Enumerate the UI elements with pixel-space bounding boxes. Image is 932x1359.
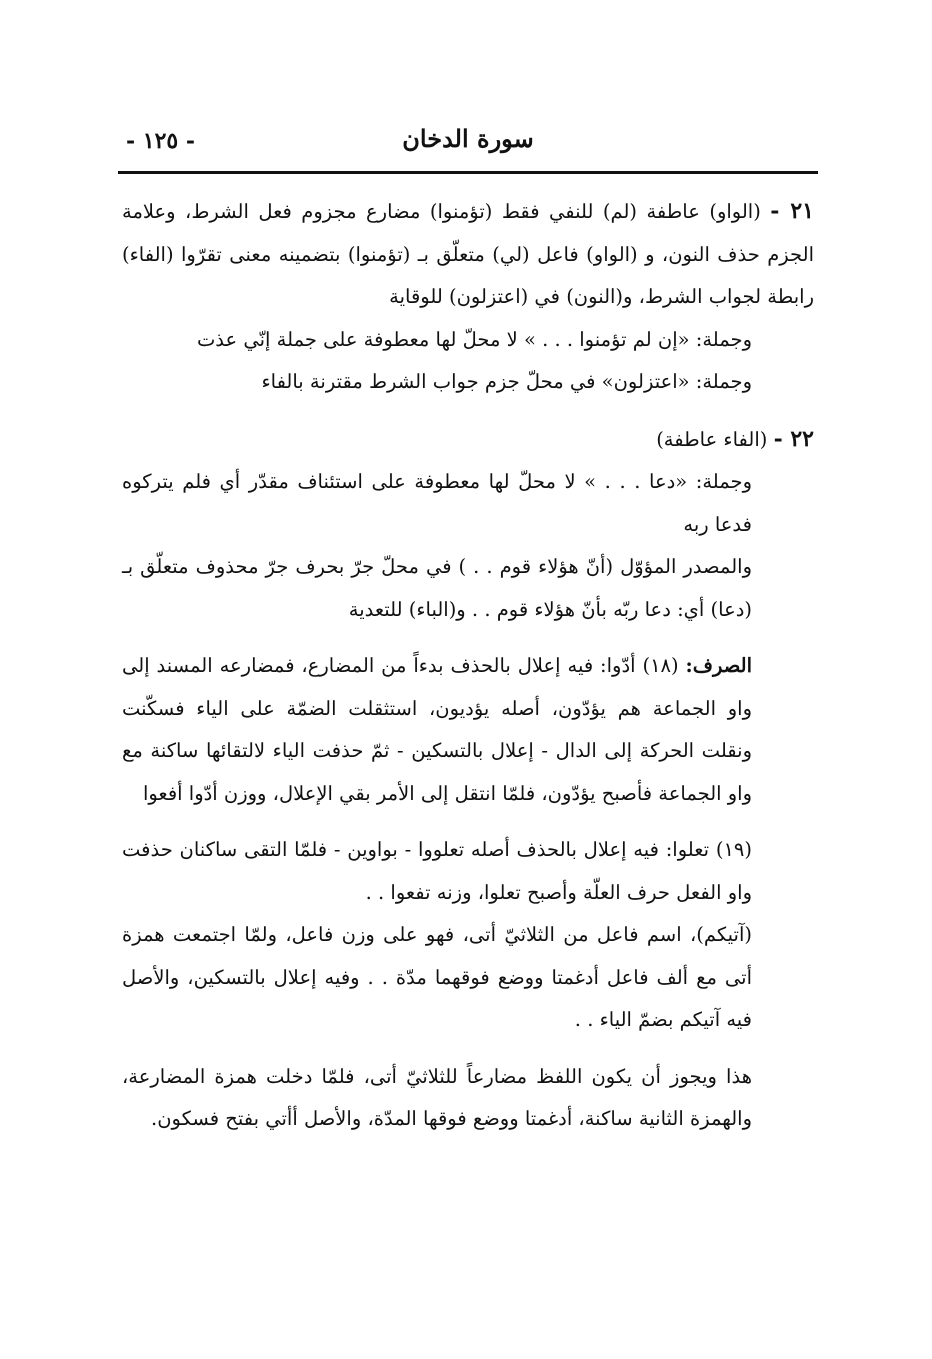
sarf-label: الصرف:: [685, 654, 752, 677]
sarf-paragraph-3: (آتيكم)، اسم فاعل من الثلاثيّ أتى، فهو على وزن فاعل، ولمّا اجتمعت همزة أتى مع ألف فاعل أدغمتا ووضع فوقهما مدّة . . وفيه إعلال بالتسكين، والأصل فيه آتيكم بضمّ الياء . .: [122, 923, 752, 1031]
running-title: سورة الدخان: [402, 124, 534, 153]
verse-21-text: (الواو) عاطفة (لم) للنفي فقط (تؤمنوا) مضارع مجزوم فعل الشرط، وعلامة الجزم حذف النون، و (الواو) فاعل (لي) متعلّق بـ (تؤمنوا) بتضمينه معنى تقرّوا (الفاء) رابطة لجواب الشرط، و(النون) في (اعتزلون) للوقاية: [122, 200, 814, 308]
verse-22-text: (الفاء عاطفة): [656, 427, 768, 451]
verse-22-paragraph: [122, 418, 814, 462]
verse-21-sentence-1: وجملة: «إن لم تؤمنوا . . . » لا محلّ لها معطوفة على جملة إنّي عذت: [196, 327, 752, 351]
verse-22-sentence-1: وجملة: «دعا . . . » لا محلّ لها معطوفة على استئناف مقدّر أي فلم يتركوه فدعا ربه: [122, 470, 752, 536]
sarf-paragraph-1: [122, 645, 814, 815]
sarf-paragraph-2: (١٩) تعلوا: فيه إعلال بالحذف أصله تعلووا - بواوين - فلمّا التقى ساكنان حذفت واو الفعل حرف العلّة وأصبح تعلوا، وزنه تفعوا . .: [122, 838, 752, 904]
header-rule: [118, 171, 818, 174]
sarf-paragraph-4: هذا ويجوز أن يكون اللفظ مضارعاً للثلاثيّ أتى، فلمّا دخلت همزة المضارعة، والهمزة الثانية ساكنة، أدغمتا ووضع فوقها المدّة، والأصل أأتي بفتح فسكون.: [122, 1064, 752, 1130]
verse-number-22: ٢٢ -: [773, 425, 814, 452]
verse-21-sentence-2: وجملة: «اعتزلون» في محلّ جزم جواب الشرط مقترنة بالفاء: [261, 370, 752, 393]
page-body: [122, 190, 814, 1141]
sarf-text-1: (١٨) أدّوا: فيه إعلال بالحذف بدءاً من المضارع، فمضارعه المسند إلى واو الجماعة هم يؤدّون، أصله يؤديون، استثقلت الضمّة على الياء فسكّنت ونقلت الحركة إلى الدال - إعلال بالتسكين - ثمّ حذفت الياء لالتقائها ساكنة مع واو الجماعة فأصبح يؤدّون، فلمّا انتقل إلى الأمر بقي الإعلال، ووزن أدّوا أفعوا: [122, 654, 752, 805]
verse-21-paragraph: [122, 190, 814, 319]
page-number: - ١٢٥ -: [126, 128, 196, 154]
verse-22-sentence-2: والمصدر المؤوّل (أنّ هؤلاء قوم . . ) في محلّ جرّ بحرف جرّ محذوف متعلّق بـ (دعا) أي: دعا ربّه بأنّ هؤلاء قوم . . و(الباء) للتعدية: [122, 555, 752, 621]
verse-number-21: ٢١ -: [770, 198, 814, 224]
page-header: [118, 118, 818, 178]
